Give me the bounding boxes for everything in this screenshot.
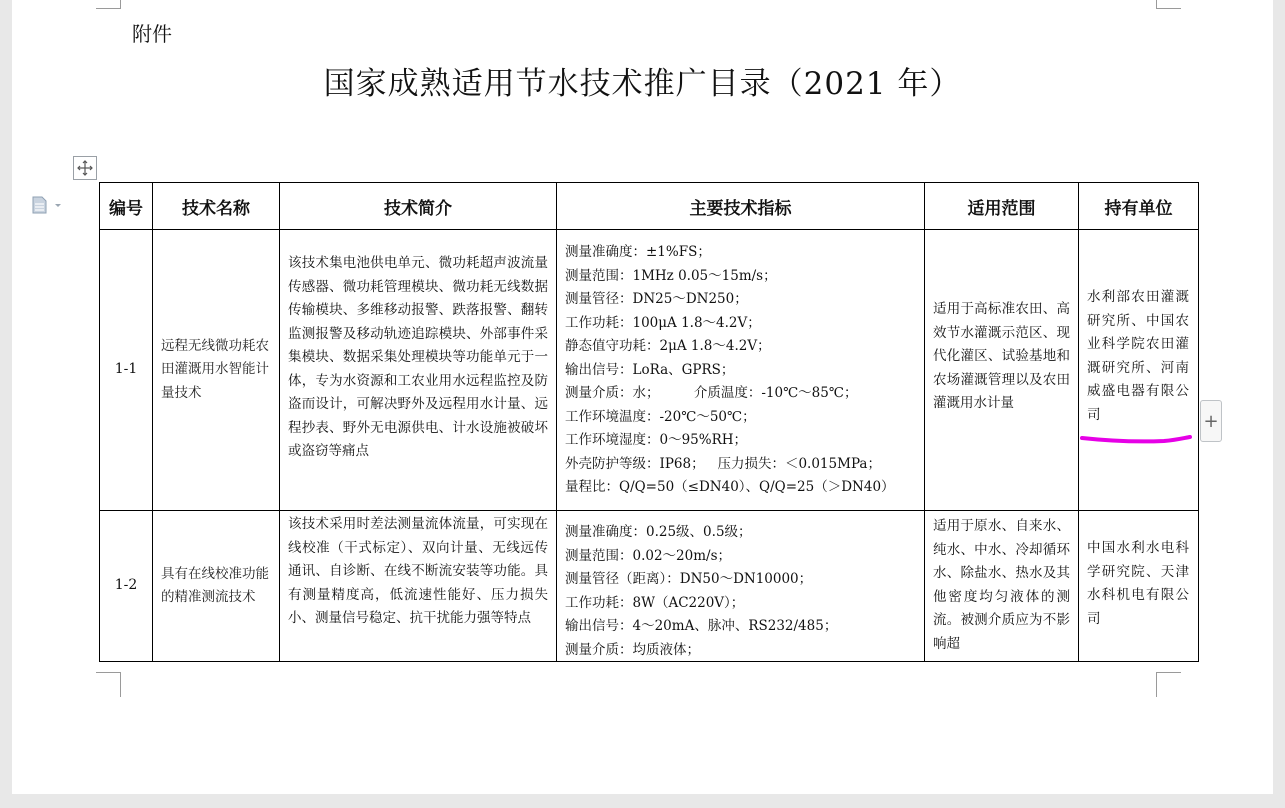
table-move-handle-icon[interactable] bbox=[73, 156, 97, 180]
spec-line: 静态值守功耗：2μA 1.8～4.2V； bbox=[565, 338, 771, 354]
crop-mark-bottom-left bbox=[96, 672, 121, 697]
holder-text: 水利部农田灌溉研究所、中国农业科学院农田灌溉研究所、河南威盛电器有限公司 bbox=[1087, 289, 1190, 423]
table-header-row bbox=[100, 183, 1199, 230]
technology-catalog-table bbox=[99, 182, 1199, 662]
spec-line: 输出信号：LoRa、GPRS； bbox=[565, 361, 735, 378]
holder-text: 中国水利水电科学研究院、天津水科机电有限公司 bbox=[1087, 540, 1190, 627]
header-desc: 技术简介 bbox=[280, 183, 557, 230]
row-scope bbox=[925, 230, 1079, 511]
header-scope: 适用范围 bbox=[925, 183, 1079, 230]
scope-text: 适用于高标准农田、高效节水灌溉示范区、现代化灌区、试验基地和农场灌溉管理以及农田灌溉用水计量 bbox=[933, 301, 1070, 411]
row-id: 1-2 bbox=[100, 511, 153, 662]
crop-mark-top-right bbox=[1156, 0, 1181, 9]
crop-mark-bottom-right bbox=[1156, 672, 1181, 697]
spec-line: 测量范围：0.02～20m/s； bbox=[565, 547, 732, 564]
spec-line: 测量介质：均质液体； bbox=[565, 641, 700, 658]
row-id: 1-1 bbox=[100, 230, 153, 511]
row-description bbox=[280, 511, 557, 662]
header-holder: 持有单位 bbox=[1079, 183, 1199, 230]
spec-line: 测量范围：1MHz 0.05～15m/s； bbox=[565, 267, 777, 284]
document-title: 国家成熟适用节水技术推广目录（2021 年） bbox=[323, 66, 962, 102]
spec-line: 工作环境湿度：0～95%RH； bbox=[565, 432, 748, 448]
row-description bbox=[280, 230, 557, 511]
spec-line: 外壳防护等级：IP68； 压力损失：＜0.015MPa； bbox=[565, 455, 881, 472]
scope-text: 适用于原水、自来水、纯水、中水、冷却循环水、除盐水、热水及其他密度均匀液体的测流。被测介质应为不影响超 bbox=[933, 518, 1070, 652]
highlighter-stroke bbox=[1080, 432, 1192, 446]
header-id: 编号 bbox=[100, 183, 153, 230]
table-row bbox=[100, 511, 1199, 662]
spec-line: 测量管径（距离）：DN50～DN10000； bbox=[565, 571, 813, 587]
description-text: 该技术采用时差法测量流体流量，可实现在线校准（干式标定）、双向计量、无线远传通讯、自诊断、在线不断流安装等功能。具有测量精度高，低流速性能好、压力损失小、测量信号稳定、抗干扰能力强等特点 bbox=[288, 516, 548, 626]
table-row bbox=[100, 230, 1199, 511]
row-tech-name: 具有在线校准功能的精准测流技术 bbox=[153, 511, 280, 662]
spec-line: 输出信号：4～20mA、脉冲、RS232/485； bbox=[565, 618, 838, 634]
spec-line: 测量介质：水； 介质温度：-10℃～85℃； bbox=[565, 385, 858, 401]
spec-list bbox=[565, 230, 916, 500]
header-name: 技术名称 bbox=[153, 183, 280, 230]
crop-mark-top-left bbox=[96, 0, 121, 9]
spec-line: 工作功耗：100μA 1.8～4.2V； bbox=[565, 314, 761, 331]
spec-line: 量程比：Q/Q=50（≤DN40）、Q/Q=25（＞DN40） bbox=[565, 479, 895, 495]
spec-line: 测量准确度：±1%FS； bbox=[565, 244, 711, 260]
row-specs bbox=[557, 230, 925, 511]
row-specs bbox=[557, 511, 925, 662]
row-holder bbox=[1079, 511, 1199, 662]
spec-line: 测量管径：DN25～DN250； bbox=[565, 291, 748, 307]
header-specs: 主要技术指标 bbox=[557, 183, 925, 230]
row-tech-name: 远程无线微功耗农田灌溉用水智能计量技术 bbox=[153, 230, 280, 511]
row-holder bbox=[1079, 230, 1199, 511]
spec-line: 工作功耗：8W（AC220V）； bbox=[565, 594, 745, 611]
spec-list bbox=[565, 511, 916, 659]
description-text: 该技术集电池供电单元、微功耗超声波流量传感器、微功耗管理模块、微功耗无线数据传输模块、多维移动报警、跌落报警、翻转监测报警及移动轨迹追踪模块、外部事件采集模块、数据采集处理模块等功能单元于一体，专为水资源和工农业用水远程监控及防盗而设计，可解决野外及远程用水计量、远程抄表、野外无电源供电、计水设施被破坏或盗窃等痛点 bbox=[288, 255, 548, 459]
document-icon[interactable] bbox=[31, 196, 65, 214]
add-column-icon[interactable]: + bbox=[1200, 400, 1222, 442]
row-scope bbox=[925, 511, 1079, 662]
spec-line: 测量准确度：0.25级、0.5级； bbox=[565, 524, 752, 540]
attachment-label: 附件 bbox=[132, 22, 172, 46]
spec-line: 工作环境温度：-20℃～50℃； bbox=[565, 408, 756, 425]
